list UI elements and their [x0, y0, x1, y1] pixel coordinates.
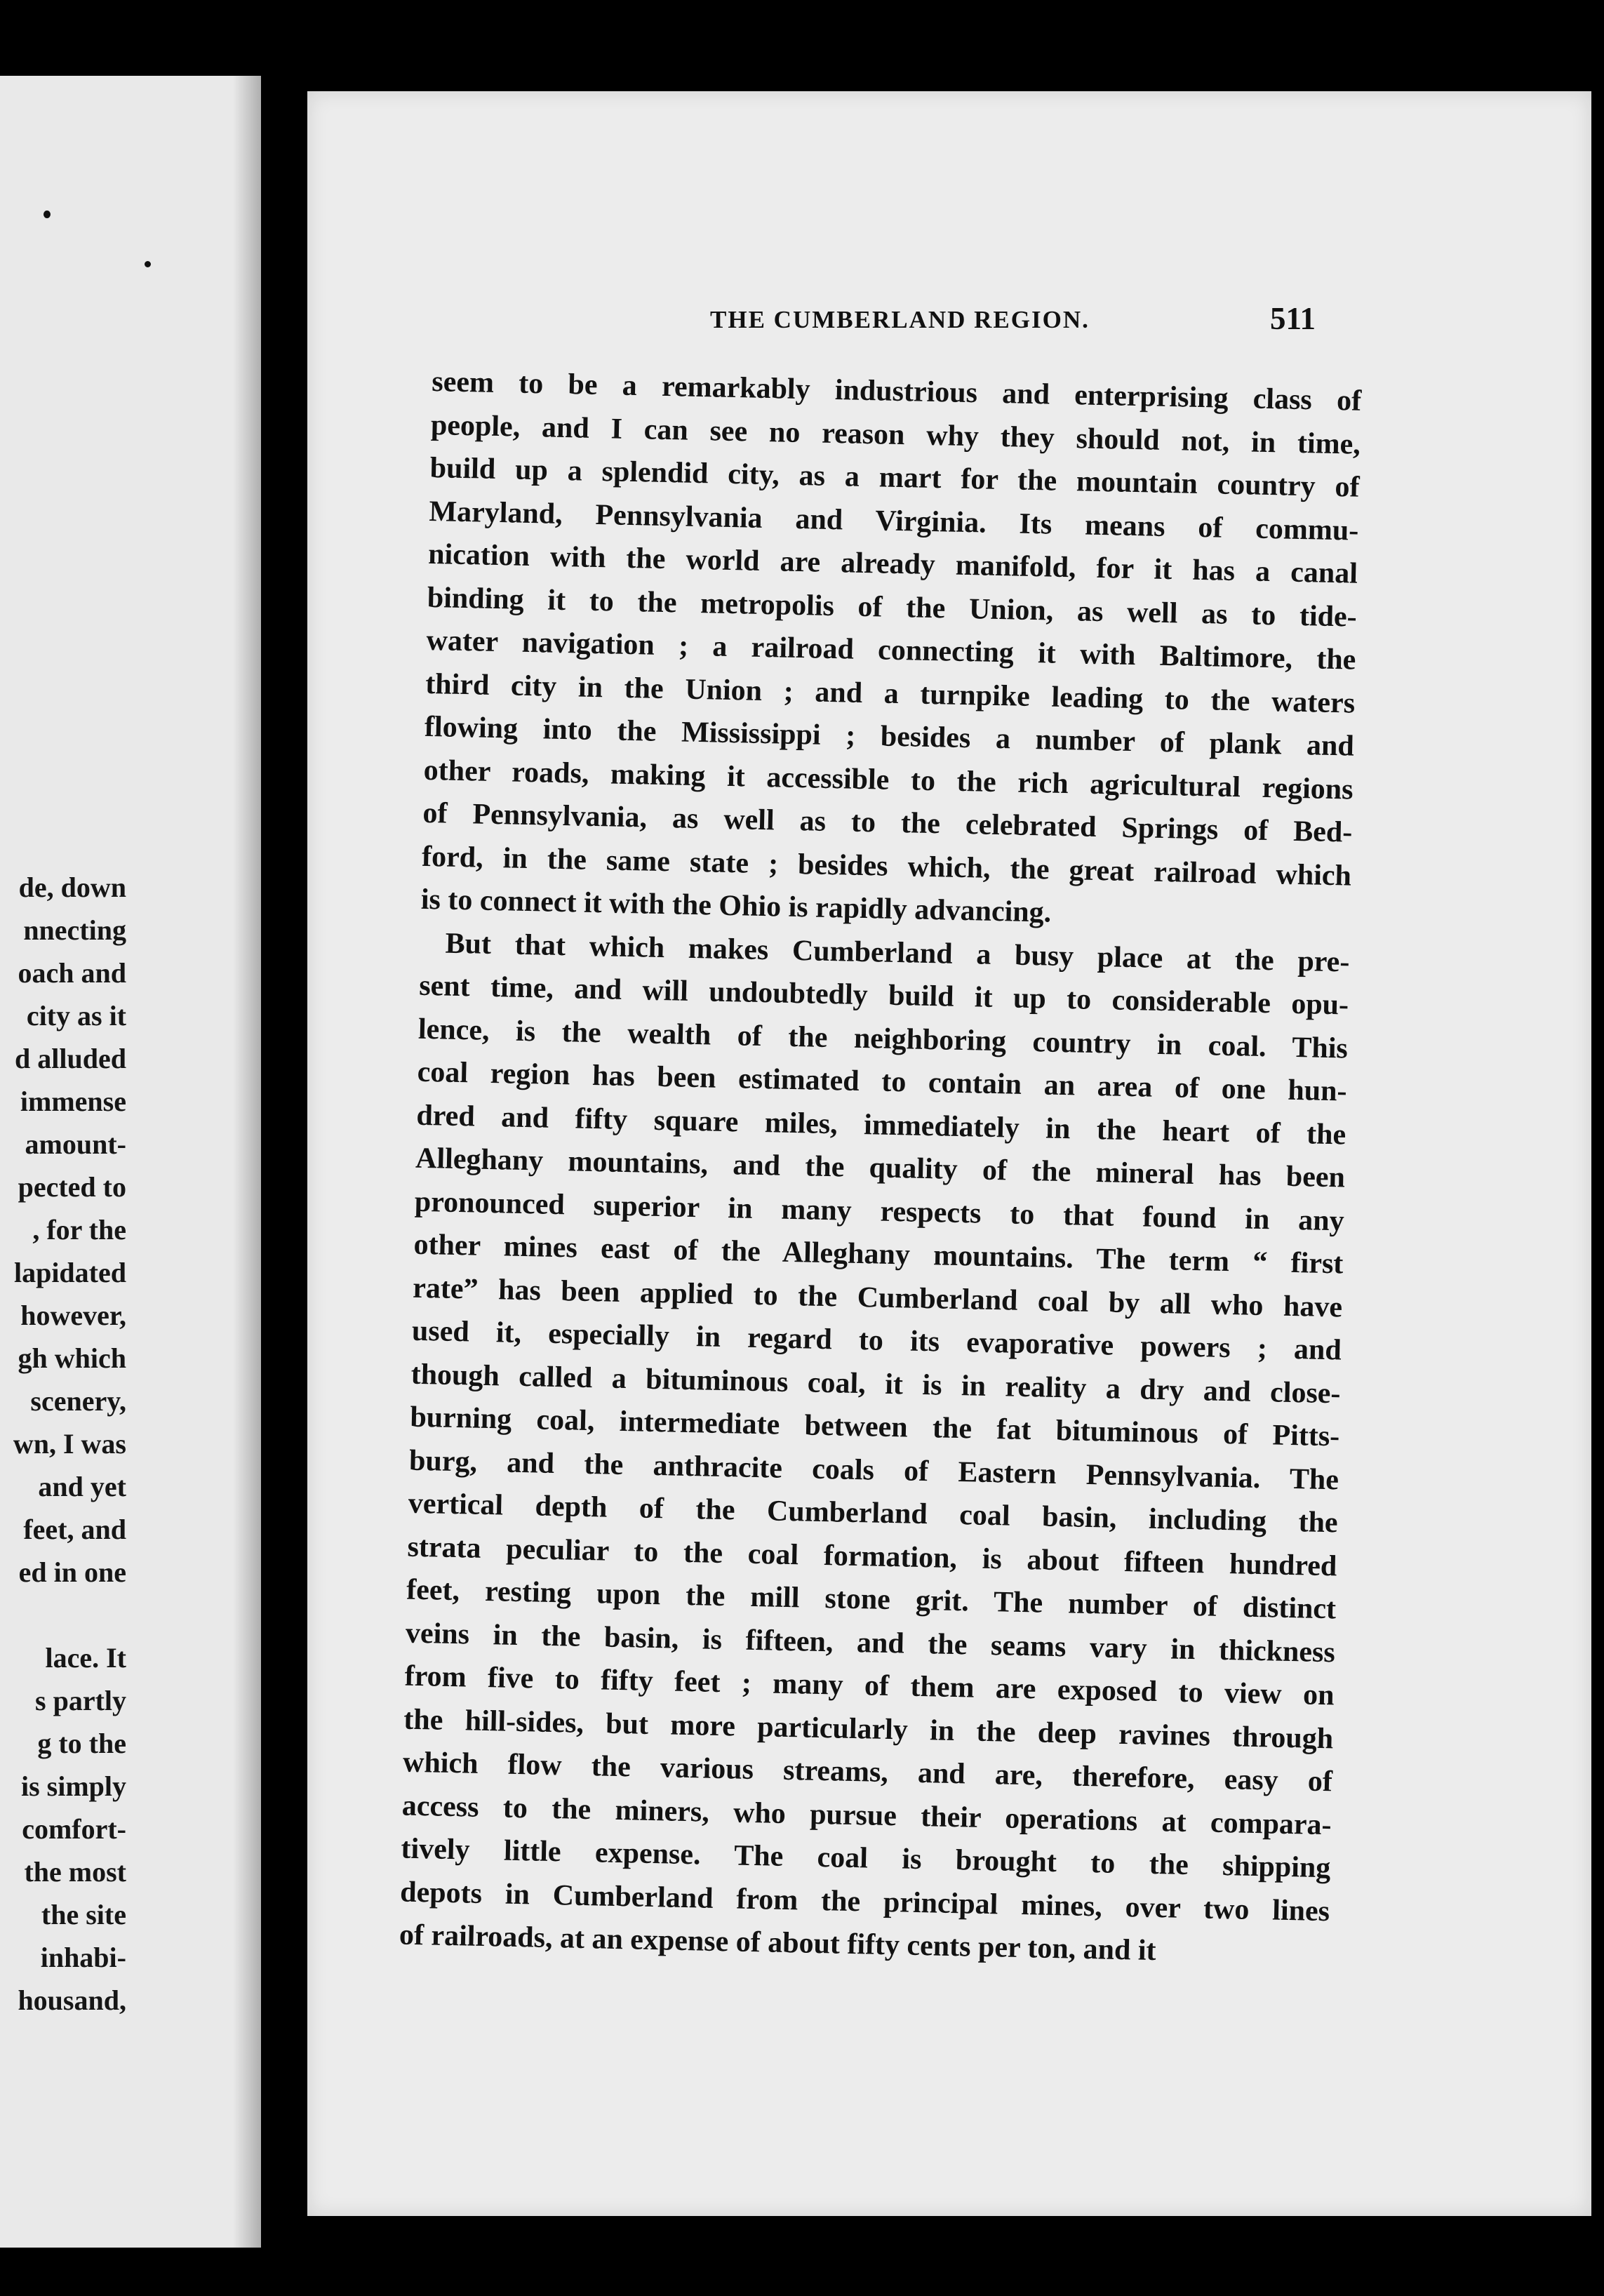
- left-text-fragment: de, down: [18, 872, 126, 903]
- text-line: the hill-sides, but more particularly in the deep ravines through: [403, 1703, 1334, 1755]
- left-fragment-gap: [0, 1594, 126, 1636]
- text-line: other roads, making it accessible to the rich agricultural regions: [423, 754, 1354, 806]
- text-line: water navigation ; a railroad connecting it with Baltimore, the: [426, 624, 1356, 676]
- left-text-fragment: lace. It: [45, 1642, 126, 1674]
- left-text-fragment: housand,: [18, 1984, 126, 2016]
- text-line: But that which makes Cumberland a busy place at the pre-: [445, 927, 1350, 979]
- left-text-fragment: , for the: [32, 1214, 126, 1246]
- left-text-fragment: g to the: [37, 1728, 126, 1759]
- left-text-fragment: feet, and: [23, 1514, 126, 1545]
- left-text-fragment: ed in one: [18, 1556, 126, 1588]
- text-line: veins in the basin, is fifteen, and the seams vary in thickness: [405, 1617, 1336, 1669]
- text-line: tively little expense. The coal is brought to the shipping: [401, 1832, 1331, 1885]
- text-line: Maryland, Pennsylvania and Virginia. Its means of commu-: [429, 495, 1359, 547]
- text-line: seem to be a remarkably industrious and enterprising class of: [431, 365, 1362, 418]
- text-line: strata peculiar to the coal formation, is about fifteen hundred: [407, 1530, 1337, 1582]
- left-text-fragment: pected to: [18, 1171, 126, 1203]
- running-head: THE CUMBERLAND REGION.: [710, 306, 1090, 333]
- left-text-fragment: and yet: [38, 1471, 126, 1502]
- text-line: burning coal, intermediate between the fat bituminous of Pitts-: [409, 1401, 1340, 1453]
- left-text-fragment: immense: [20, 1086, 126, 1117]
- text-line: flowing into the Mississippi ; besides a number of plank and: [424, 710, 1355, 763]
- text-line: lence, is the wealth of the neighboring country in coal. This: [417, 1013, 1349, 1065]
- left-text-fragment: d alluded: [15, 1043, 126, 1074]
- text-line: dred and fifty square miles, immediately in the heart of the: [415, 1099, 1346, 1152]
- text-line: from five to fifty feet ; many of them are exposed to view on: [404, 1660, 1335, 1712]
- left-text-fragment: lapidated: [13, 1257, 126, 1288]
- page-number: 511: [1270, 301, 1316, 336]
- text-line: which flow the various streams, and are, therefore, easy of: [402, 1746, 1333, 1798]
- text-line: is to connect it with the Ohio is rapidly advancing.: [420, 883, 1052, 929]
- text-line: people, and I can see no reason why they should not, in time,: [430, 408, 1361, 461]
- text-line: access to the miners, who pursue their operations at compara-: [401, 1789, 1332, 1841]
- left-text-fragment: gh which: [18, 1342, 126, 1374]
- text-line: ford, in the same state ; besides which, the great railroad which: [421, 840, 1352, 893]
- left-text-fragment: the site: [41, 1899, 126, 1930]
- text-line: depots in Cumberland from the principal mines, over two lines: [399, 1876, 1330, 1928]
- text-line: coal region has been estimated to contain an area of one hun-: [417, 1055, 1347, 1108]
- left-text-fragment: s partly: [35, 1685, 126, 1716]
- left-page-fragment: [0, 76, 261, 2248]
- left-text-fragment: wn, I was: [13, 1428, 126, 1460]
- text-line: feet, resting upon the mill stone grit. The number of distinct: [406, 1573, 1337, 1626]
- text-line: though called a bituminous coal, it is in reality a dry and close-: [410, 1358, 1341, 1410]
- text-line: nication with the world are already manifold, for it has a canal: [427, 538, 1358, 590]
- text-line: Alleghany mountains, and the quality of the mineral has been: [415, 1142, 1346, 1194]
- text-line: third city in the Union ; and a turnpike leading to the waters: [425, 667, 1356, 720]
- text-line: other mines east of the Alleghany mountains. The term “ first: [413, 1228, 1344, 1281]
- left-text-fragment: is simply: [20, 1770, 126, 1802]
- ink-speck: [145, 261, 151, 267]
- left-page-text-fragments: [0, 866, 126, 2022]
- text-line: rate” has been applied to the Cumberland coal by all who have: [412, 1272, 1343, 1323]
- left-text-fragment: inhabi-: [40, 1942, 126, 1973]
- text-line: build up a splendid city, as a mart for the mountain country of: [429, 451, 1360, 504]
- gutter-shadow: [233, 76, 261, 2248]
- text-line: used it, especially in regard to its evaporative powers ; and: [411, 1314, 1342, 1367]
- text-line: pronounced superior in many respects to that found in any: [414, 1185, 1345, 1237]
- text-line: burg, and the anthracite coals of Eastern Pennsylvania. The: [408, 1444, 1339, 1496]
- left-text-fragment: however,: [20, 1300, 126, 1331]
- body-text: [399, 361, 1361, 1977]
- text-line: binding it to the metropolis of the Union, as well as to tide-: [427, 581, 1358, 634]
- text-line: of Pennsylvania, as well as to the celebrated Springs of Bed-: [422, 796, 1353, 849]
- left-text-fragment: nnecting: [23, 914, 126, 946]
- left-text-fragment: city as it: [26, 1000, 126, 1032]
- text-line: of railroads, at an expense of about fifty cents per ton, and it: [399, 1918, 1157, 1968]
- left-text-fragment: amount-: [25, 1128, 126, 1160]
- text-line: vertical depth of the Cumberland coal basin, including the: [408, 1487, 1339, 1540]
- left-text-fragment: the most: [24, 1856, 126, 1888]
- ink-speck: [44, 211, 51, 218]
- left-text-fragment: scenery,: [30, 1385, 126, 1417]
- left-text-fragment: comfort-: [22, 1813, 126, 1845]
- left-text-fragment: oach and: [18, 957, 126, 989]
- text-line: sent time, and will undoubtedly build it up to considerable opu-: [418, 969, 1349, 1022]
